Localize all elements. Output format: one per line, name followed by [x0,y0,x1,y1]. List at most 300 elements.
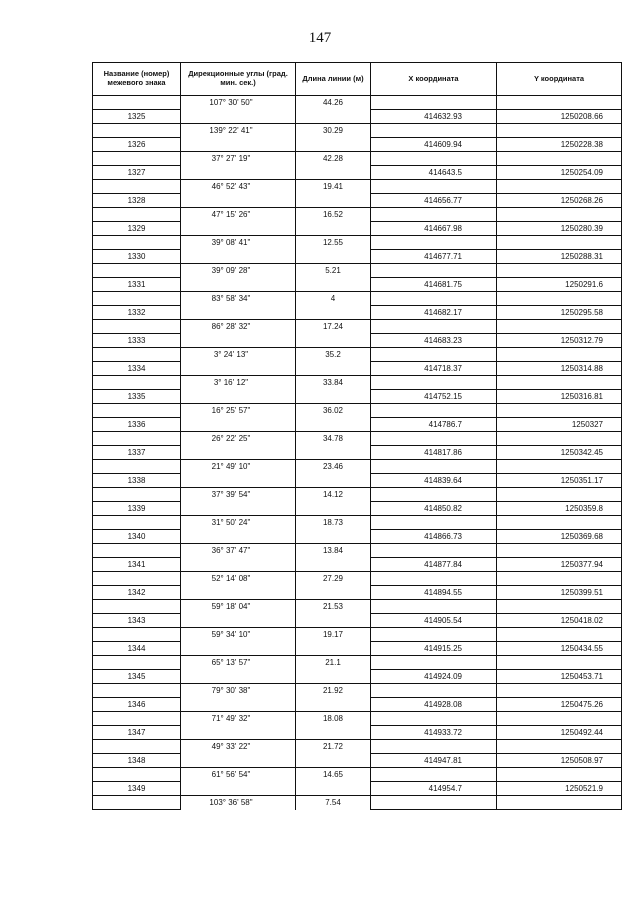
marker-row [93,782,622,796]
y-coordinate-cell: 1250342.45 [497,446,622,460]
marker-name-cell [93,460,181,474]
y-coordinate-cell: 1250312.79 [497,334,622,348]
line-length-cell: 30.29 [296,124,371,138]
line-length-cell: 21.1 [296,656,371,670]
direction-angle-cell: 59° 34' 10" [181,628,296,642]
y-coordinate-cell: 1250453.71 [497,670,622,684]
direction-angle-cell: 59° 18' 04" [181,600,296,614]
x-coordinate-cell [371,96,497,110]
x-coordinate-cell [371,152,497,166]
x-coordinate-cell: 414677.71 [371,250,497,264]
marker-row [93,278,622,292]
segment-row [93,656,622,670]
direction-angle-cell [181,558,296,572]
x-coordinate-cell [371,208,497,222]
y-coordinate-cell [497,488,622,502]
line-length-cell [296,782,371,796]
line-length-cell [296,614,371,628]
marker-row [93,222,622,236]
y-coordinate-cell: 1250295.58 [497,306,622,320]
line-length-cell: 4 [296,292,371,306]
y-coordinate-cell: 1250288.31 [497,250,622,264]
segment-row [93,96,622,110]
marker-row [93,614,622,628]
table-body [93,96,622,810]
marker-name-cell: 1328 [93,194,181,208]
marker-name-cell [93,796,181,810]
line-length-cell: 12.55 [296,236,371,250]
x-coordinate-cell: 414681.75 [371,278,497,292]
x-coordinate-cell: 414817.86 [371,446,497,460]
x-coordinate-cell [371,488,497,502]
marker-name-cell: 1326 [93,138,181,152]
direction-angle-cell [181,586,296,600]
x-coordinate-cell: 414866.73 [371,530,497,544]
marker-name-cell: 1335 [93,390,181,404]
marker-name-cell [93,208,181,222]
y-coordinate-cell [497,208,622,222]
line-length-cell [296,306,371,320]
y-coordinate-cell [497,572,622,586]
marker-name-cell [93,572,181,586]
marker-name-cell: 1344 [93,642,181,656]
direction-angle-cell: 65° 13' 57" [181,656,296,670]
marker-name-cell: 1341 [93,558,181,572]
x-coordinate-cell [371,628,497,642]
y-coordinate-cell: 1250280.39 [497,222,622,236]
direction-angle-cell: 3° 24' 13" [181,348,296,362]
direction-angle-cell [181,110,296,124]
x-coordinate-cell [371,600,497,614]
y-coordinate-cell [497,376,622,390]
y-coordinate-cell [497,96,622,110]
line-length-cell: 35.2 [296,348,371,362]
direction-angle-cell: 31° 50' 24" [181,516,296,530]
x-coordinate-cell: 414839.64 [371,474,497,488]
marker-name-cell [93,600,181,614]
marker-name-cell: 1347 [93,726,181,740]
table-header-row [93,63,622,96]
header-marker-name: Название (номер) межевого знака [93,63,181,96]
y-coordinate-cell [497,152,622,166]
line-length-cell: 21.53 [296,600,371,614]
marker-name-cell [93,292,181,306]
x-coordinate-cell: 414656.77 [371,194,497,208]
marker-name-cell: 1329 [93,222,181,236]
direction-angle-cell: 107° 30' 50" [181,96,296,110]
direction-angle-cell: 16° 25' 57" [181,404,296,418]
direction-angle-cell [181,418,296,432]
segment-row [93,516,622,530]
marker-name-cell [93,376,181,390]
segment-row [93,600,622,614]
x-coordinate-cell [371,460,497,474]
direction-angle-cell: 61° 56' 54" [181,768,296,782]
line-length-cell [296,558,371,572]
line-length-cell [296,446,371,460]
y-coordinate-cell: 1250377.94 [497,558,622,572]
line-length-cell [296,222,371,236]
direction-angle-cell [181,670,296,684]
x-coordinate-cell: 414928.08 [371,698,497,712]
marker-name-cell: 1332 [93,306,181,320]
y-coordinate-cell [497,460,622,474]
y-coordinate-cell [497,124,622,138]
direction-angle-cell: 37° 27' 19" [181,152,296,166]
marker-name-cell [93,656,181,670]
marker-name-cell: 1337 [93,446,181,460]
y-coordinate-cell [497,348,622,362]
x-coordinate-cell: 414682.17 [371,306,497,320]
x-coordinate-cell: 414924.09 [371,670,497,684]
marker-name-cell [93,516,181,530]
x-coordinate-cell [371,684,497,698]
x-coordinate-cell: 414752.15 [371,390,497,404]
line-length-cell: 16.52 [296,208,371,222]
line-length-cell: 13.84 [296,544,371,558]
marker-name-cell: 1336 [93,418,181,432]
segment-row [93,432,622,446]
x-coordinate-cell [371,292,497,306]
direction-angle-cell: 86° 28' 32" [181,320,296,334]
direction-angle-cell: 39° 08' 41" [181,236,296,250]
line-length-cell [296,166,371,180]
y-coordinate-cell: 1250508.97 [497,754,622,768]
marker-row [93,474,622,488]
y-coordinate-cell [497,404,622,418]
y-coordinate-cell: 1250359.8 [497,502,622,516]
x-coordinate-cell [371,348,497,362]
segment-row [93,152,622,166]
marker-name-cell [93,236,181,250]
y-coordinate-cell [497,712,622,726]
y-coordinate-cell: 1250314.88 [497,362,622,376]
segment-row [93,740,622,754]
marker-row [93,754,622,768]
y-coordinate-cell: 1250316.81 [497,390,622,404]
x-coordinate-cell: 414718.37 [371,362,497,376]
direction-angle-cell [181,782,296,796]
direction-angle-cell: 3° 16' 12" [181,376,296,390]
segment-row [93,376,622,390]
direction-angle-cell [181,194,296,208]
marker-name-cell: 1327 [93,166,181,180]
direction-angle-cell [181,642,296,656]
x-coordinate-cell [371,236,497,250]
direction-angle-cell: 49° 33' 22" [181,740,296,754]
y-coordinate-cell [497,180,622,194]
marker-name-cell [93,740,181,754]
line-length-cell [296,390,371,404]
x-coordinate-cell: 414877.84 [371,558,497,572]
y-coordinate-cell [497,628,622,642]
direction-angle-cell [181,138,296,152]
direction-angle-cell: 83° 58' 34" [181,292,296,306]
segment-row [93,180,622,194]
y-coordinate-cell [497,684,622,698]
marker-row [93,726,622,740]
line-length-cell: 18.73 [296,516,371,530]
marker-row [93,390,622,404]
direction-angle-cell: 46° 52' 43" [181,180,296,194]
marker-name-cell [93,320,181,334]
marker-name-cell: 1346 [93,698,181,712]
line-length-cell [296,642,371,656]
direction-angle-cell: 103° 36' 58" [181,796,296,810]
y-coordinate-cell: 1250434.55 [497,642,622,656]
y-coordinate-cell [497,292,622,306]
x-coordinate-cell: 414632.93 [371,110,497,124]
direction-angle-cell: 71° 49' 32" [181,712,296,726]
line-length-cell: 34.78 [296,432,371,446]
line-length-cell [296,670,371,684]
marker-row [93,166,622,180]
y-coordinate-cell: 1250418.02 [497,614,622,628]
x-coordinate-cell [371,404,497,418]
direction-angle-cell [181,614,296,628]
x-coordinate-cell: 414683.23 [371,334,497,348]
x-coordinate-cell [371,740,497,754]
x-coordinate-cell [371,656,497,670]
segment-row [93,460,622,474]
direction-angle-cell [181,530,296,544]
y-coordinate-cell: 1250369.68 [497,530,622,544]
segment-row [93,320,622,334]
x-coordinate-cell: 414667.98 [371,222,497,236]
line-length-cell: 19.17 [296,628,371,642]
x-coordinate-cell: 414905.54 [371,614,497,628]
y-coordinate-cell [497,656,622,670]
line-length-cell: 27.29 [296,572,371,586]
line-length-cell: 42.28 [296,152,371,166]
y-coordinate-cell [497,516,622,530]
marker-name-cell: 1334 [93,362,181,376]
y-coordinate-cell: 1250351.17 [497,474,622,488]
line-length-cell [296,474,371,488]
marker-row [93,250,622,264]
x-coordinate-cell [371,544,497,558]
marker-row [93,698,622,712]
marker-name-cell: 1345 [93,670,181,684]
y-coordinate-cell: 1250208.66 [497,110,622,124]
x-coordinate-cell: 414850.82 [371,502,497,516]
y-coordinate-cell: 1250475.26 [497,698,622,712]
segment-row [93,264,622,278]
x-coordinate-cell [371,124,497,138]
segment-row [93,208,622,222]
y-coordinate-cell: 1250228.38 [497,138,622,152]
direction-angle-cell [181,362,296,376]
marker-name-cell [93,404,181,418]
line-length-cell: 18.08 [296,712,371,726]
marker-name-cell: 1333 [93,334,181,348]
y-coordinate-cell [497,740,622,754]
marker-name-cell [93,712,181,726]
direction-angle-cell [181,278,296,292]
line-length-cell: 14.12 [296,488,371,502]
x-coordinate-cell: 414609.94 [371,138,497,152]
marker-row [93,194,622,208]
header-direction-angle: Дирекционные углы (град. мин. сек.) [181,63,296,96]
line-length-cell: 21.72 [296,740,371,754]
header-y-coordinate: Y координата [497,63,622,96]
x-coordinate-cell [371,432,497,446]
line-length-cell [296,726,371,740]
x-coordinate-cell: 414933.72 [371,726,497,740]
line-length-cell [296,110,371,124]
marker-name-cell [93,432,181,446]
y-coordinate-cell [497,320,622,334]
marker-row [93,334,622,348]
x-coordinate-cell [371,320,497,334]
marker-name-cell: 1331 [93,278,181,292]
direction-angle-cell [181,306,296,320]
direction-angle-cell: 47° 15' 26" [181,208,296,222]
marker-row [93,642,622,656]
y-coordinate-cell [497,236,622,250]
marker-name-cell [93,488,181,502]
marker-name-cell: 1325 [93,110,181,124]
line-length-cell [296,530,371,544]
x-coordinate-cell: 414947.81 [371,754,497,768]
direction-angle-cell [181,166,296,180]
direction-angle-cell: 39° 09' 28" [181,264,296,278]
direction-angle-cell: 79° 30' 38" [181,684,296,698]
marker-row [93,502,622,516]
marker-name-cell [93,768,181,782]
direction-angle-cell: 139° 22' 41" [181,124,296,138]
segment-row [93,628,622,642]
line-length-cell [296,138,371,152]
marker-row [93,110,622,124]
marker-name-cell: 1339 [93,502,181,516]
segment-row [93,236,622,250]
direction-angle-cell: 36° 37' 47" [181,544,296,558]
marker-name-cell: 1342 [93,586,181,600]
y-coordinate-cell: 1250268.26 [497,194,622,208]
marker-row [93,138,622,152]
marker-row [93,418,622,432]
marker-row [93,670,622,684]
x-coordinate-cell: 414915.25 [371,642,497,656]
line-length-cell: 33.84 [296,376,371,390]
marker-row [93,558,622,572]
line-length-cell [296,754,371,768]
direction-angle-cell: 21° 49' 10" [181,460,296,474]
line-length-cell: 14.65 [296,768,371,782]
marker-name-cell [93,348,181,362]
direction-angle-cell: 52° 14' 08" [181,572,296,586]
x-coordinate-cell: 414894.55 [371,586,497,600]
x-coordinate-cell [371,712,497,726]
direction-angle-cell [181,250,296,264]
x-coordinate-cell [371,264,497,278]
line-length-cell: 7.54 [296,796,371,810]
segment-row [93,712,622,726]
direction-angle-cell [181,754,296,768]
marker-row [93,362,622,376]
segment-row [93,768,622,782]
direction-angle-cell [181,726,296,740]
line-length-cell [296,250,371,264]
marker-row [93,306,622,320]
line-length-cell [296,502,371,516]
direction-angle-cell [181,446,296,460]
marker-name-cell: 1330 [93,250,181,264]
x-coordinate-cell [371,180,497,194]
header-line-length: Длина линии (м) [296,63,371,96]
segment-row [93,404,622,418]
line-length-cell: 36.02 [296,404,371,418]
y-coordinate-cell: 1250521.9 [497,782,622,796]
segment-row [93,684,622,698]
line-length-cell [296,194,371,208]
marker-name-cell [93,628,181,642]
marker-name-cell: 1340 [93,530,181,544]
marker-row [93,586,622,600]
y-coordinate-cell: 1250327 [497,418,622,432]
y-coordinate-cell: 1250254.09 [497,166,622,180]
y-coordinate-cell [497,264,622,278]
line-length-cell: 44.26 [296,96,371,110]
line-length-cell [296,334,371,348]
line-length-cell: 19.41 [296,180,371,194]
segment-row [93,796,622,810]
page-number: 147 [308,30,332,46]
direction-angle-cell [181,698,296,712]
segment-row [93,544,622,558]
marker-name-cell [93,544,181,558]
segment-row [93,572,622,586]
line-length-cell [296,362,371,376]
boundary-coordinates-table [92,62,622,810]
x-coordinate-cell: 414786.7 [371,418,497,432]
y-coordinate-cell [497,796,622,810]
line-length-cell [296,586,371,600]
segment-row [93,124,622,138]
y-coordinate-cell [497,432,622,446]
y-coordinate-cell [497,768,622,782]
header-x-coordinate: X координата [371,63,497,96]
direction-angle-cell [181,390,296,404]
y-coordinate-cell [497,544,622,558]
segment-row [93,488,622,502]
direction-angle-cell [181,502,296,516]
marker-name-cell [93,684,181,698]
direction-angle-cell [181,222,296,236]
y-coordinate-cell: 1250399.51 [497,586,622,600]
direction-angle-cell: 37° 39' 54" [181,488,296,502]
marker-row [93,530,622,544]
direction-angle-cell: 26° 22' 25" [181,432,296,446]
marker-name-cell [93,96,181,110]
line-length-cell: 23.46 [296,460,371,474]
x-coordinate-cell: 414643.5 [371,166,497,180]
marker-name-cell [93,264,181,278]
marker-row [93,446,622,460]
segment-row [93,348,622,362]
direction-angle-cell [181,474,296,488]
marker-name-cell: 1349 [93,782,181,796]
x-coordinate-cell [371,516,497,530]
marker-name-cell [93,124,181,138]
line-length-cell [296,418,371,432]
marker-name-cell: 1348 [93,754,181,768]
line-length-cell [296,698,371,712]
x-coordinate-cell [371,796,497,810]
y-coordinate-cell: 1250492.44 [497,726,622,740]
marker-name-cell: 1343 [93,614,181,628]
